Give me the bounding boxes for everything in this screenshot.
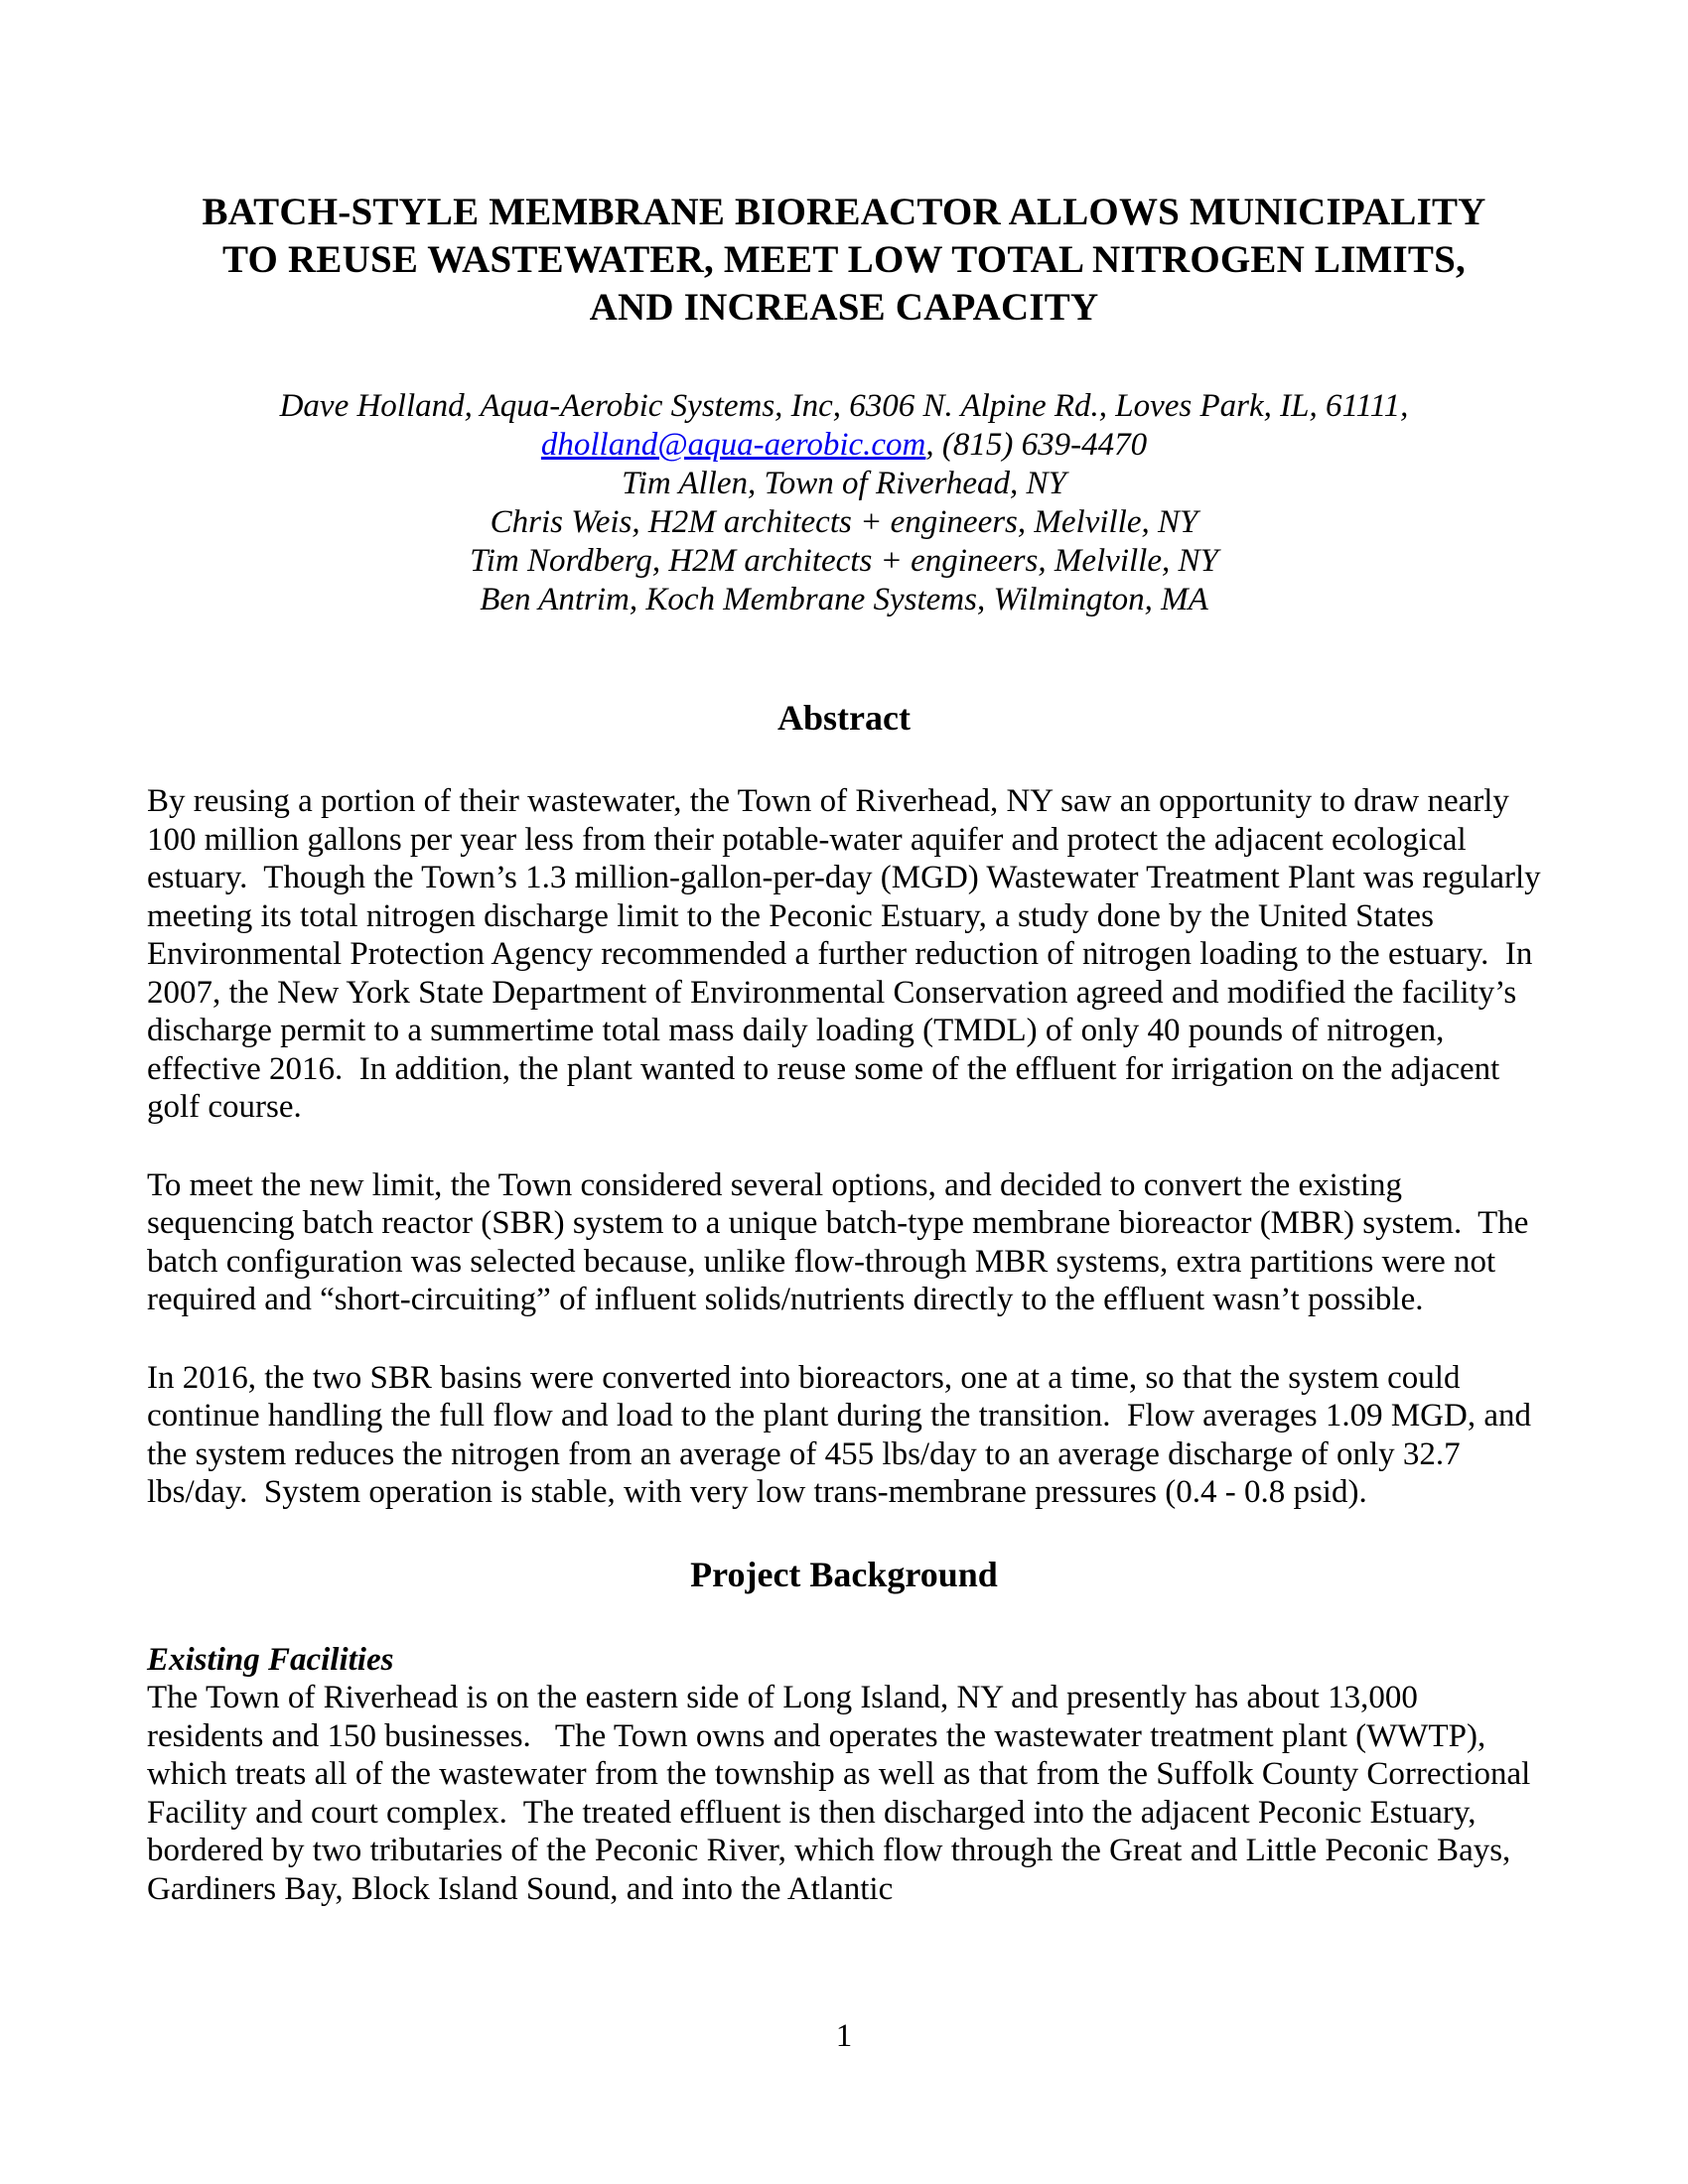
paper-title-line-1: BATCH-STYLE MEMBRANE BIOREACTOR ALLOWS MUNICIPALITY	[202, 191, 1486, 233]
abstract-paragraph-2: To meet the new limit, the Town considered several options, and decided to convert the existing sequencing batch reactor (SBR) system to a unique batch-type membrane bioreactor (MBR) system. The batch configuration was selected because, unlike flow-through MBR systems, extra partitions were not required and “short-circuiting” of influent solids/nutrients directly to the effluent wasn’t possible.	[147, 1166, 1537, 1317]
abstract-paragraph-1: By reusing a portion of their wastewater, the Town of Riverhead, NY saw an opportunity to draw nearly 100 million gallons per year less from their potable-water aquifer and protect the adjacent ecological estuary. Though the Town’s 1.3 million-gallon-per-day (MGD) Wastewater Treatment Plant was regularly meeting its total nitrogen discharge limit to the Peconic Estuary, a study done by the United States Environmental Protection Agency recommended a further reduction of nitrogen loading to the estuary. In 2007, the New York State Department of Environmental Conservation agreed and modified the facility’s discharge permit to a summertime total mass daily loading (TMDL) of only 40 pounds of nitrogen, effective 2016. In addition, the plant wanted to reuse some of the effluent for irrigation on the adjacent golf course.	[147, 783, 1549, 1125]
phone-text: , (815) 639-4470	[925, 427, 1148, 463]
project-background-heading: Project Background	[690, 1554, 998, 1594]
paper-title	[147, 189, 1541, 332]
author-line-5: Ben Antrim, Koch Membrane Systems, Wilmington, MA	[480, 582, 1208, 617]
author-contact-line	[147, 426, 1541, 465]
background-paragraph-1: The Town of Riverhead is on the eastern side of Long Island, NY and presently has about 13,000 residents and 150 businesses. The Town owns and operates the wastewater treatment plant (WWTP), which treats all of the wastewater from the township as well as that from the Suffolk County Correctional Facility and court complex. The treated effluent is then discharged into the adjacent Peconic Estuary, bordered by two tributaries of the Peconic River, which flow through the Great and Little Peconic Bays, Gardiners Bay, Block Island Sound, and into the Atlantic	[147, 1680, 1539, 1907]
author-line-3: Chris Weis, H2M architects + engineers, Melville, NY	[490, 504, 1198, 540]
existing-facilities-subheading: Existing Facilities	[147, 1641, 394, 1678]
abstract-paragraph-3: In 2016, the two SBR basins were converted into bioreactors, one at a time, so that the system could continue handling the full flow and load to the plant during the transition. Flow averages 1.09 MGD, and the system reduces the nitrogen from an average of 455 lbs/day to an average discharge of only 32.7 lbs/day. System operation is stable, with very low trans-membrane pressures (0.4 - 0.8 psid).	[147, 1359, 1540, 1510]
author-block	[147, 387, 1541, 619]
abstract-heading: Abstract	[777, 698, 911, 738]
paper-title-line-3: AND INCREASE CAPACITY	[589, 286, 1099, 329]
page-number: 1	[835, 2018, 853, 2054]
author-line-4: Tim Nordberg, H2M architects + engineers, Melville, NY	[470, 543, 1218, 579]
author-line-2: Tim Allen, Town of Riverhead, NY	[622, 466, 1066, 501]
paper-title-line-2: TO REUSE WASTEWATER, MEET LOW TOTAL NITROGEN LIMITS,	[222, 238, 1466, 281]
email-link[interactable]: dholland@aqua-aerobic.com	[540, 427, 926, 463]
author-affiliation-line: Dave Holland, Aqua-Aerobic Systems, Inc, 6306 N. Alpine Rd., Loves Park, IL, 61111,	[279, 388, 1409, 424]
